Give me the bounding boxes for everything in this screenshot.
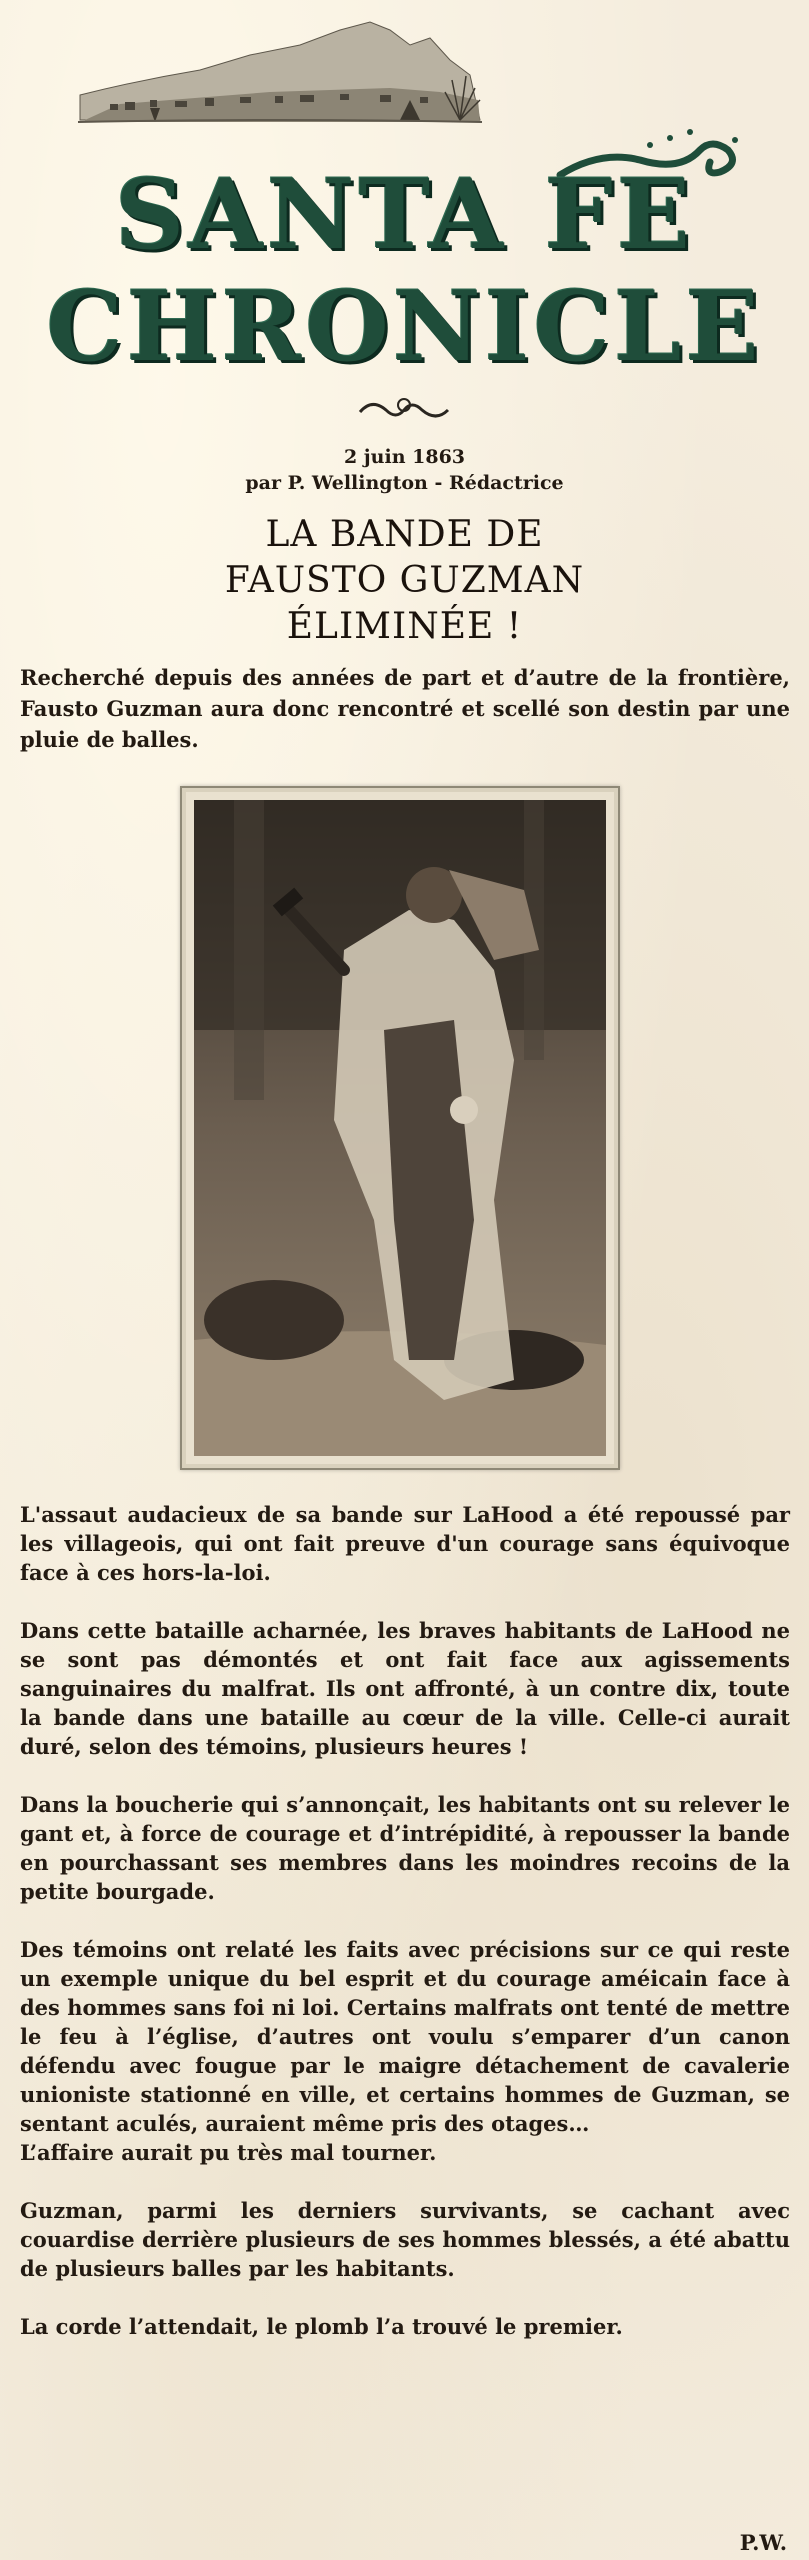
outlaw-photograph bbox=[194, 800, 606, 1456]
article-paragraph: La corde l’attendait, le plomb l’a trouvé le premier. bbox=[20, 2314, 623, 2339]
masthead-title-line1: SANTA FE bbox=[115, 158, 694, 271]
masthead bbox=[0, 0, 809, 430]
byline: par P. Wellington - Rédactrice bbox=[245, 472, 564, 494]
article-paragraph: Dans la boucherie qui s’annonçait, les habitants ont su relever le gant et, à force de courage et d’intrépidité, à repousser la bande en pourchassant ses membres dans les moindres recoins de la petite bourgade. bbox=[20, 1792, 790, 1904]
lead-paragraph: Recherché depuis des années de part et d’autre de la frontière, Fausto Guzman aura donc rencontré et scellé son destin par une pluie de balles. bbox=[20, 665, 790, 752]
headline-line: FAUSTO GUZMAN bbox=[224, 560, 585, 601]
signature: P.W. bbox=[739, 2530, 787, 2555]
headline bbox=[0, 512, 809, 650]
article-paragraph: L'assaut audacieux de sa bande sur LaHood a été repoussé par les villageois, qui ont fait preuve d'un courage sans équivoque face à ces hors-la-loi. bbox=[20, 1502, 790, 1585]
issue-date: 2 juin 1863 bbox=[343, 446, 466, 468]
landscape-illustration bbox=[78, 22, 482, 122]
article-body bbox=[20, 1500, 790, 2370]
article-paragraph: Dans cette bataille acharnée, les braves habitants de LaHood ne se sont pas démontés et ont fait face aux agissements sanguinaires du malfrat. Ils ont affronté, à un contre dix, toute la bande dans une bataille au cœur de la ville. Celle-ci aurait duré, selon des témoins, plusieurs heures ! bbox=[20, 1618, 790, 1759]
article-paragraph: Des témoins ont relaté les faits avec précisions sur ce qui reste un exemple unique du bel esprit et du courage améicain face à des hommes sans foi ni loi. Certains malfrats ont tenté de mettre le feu à l’église, d’autres ont voulu s’emparer d’un canon défendu avec fougue par le maigre détachement de cavalerie unioniste stationné en ville, et certains hommes de Guzman, se sentant aculés, auraient même pris des otages… L’affaire aurait pu très mal tourner. bbox=[20, 1937, 790, 2165]
article-paragraph: Guzman, parmi les derniers survivants, se cachant avec couardise derrière plusieurs de ses hommes blessés, a été abattu de plusieurs balles par les habitants. bbox=[20, 2198, 790, 2281]
photo-frame bbox=[180, 786, 620, 1470]
headline-line: ÉLIMINÉE ! bbox=[286, 606, 523, 647]
masthead-title-line2: CHRONICLE bbox=[46, 270, 763, 383]
headline-line: LA BANDE DE bbox=[265, 514, 544, 555]
